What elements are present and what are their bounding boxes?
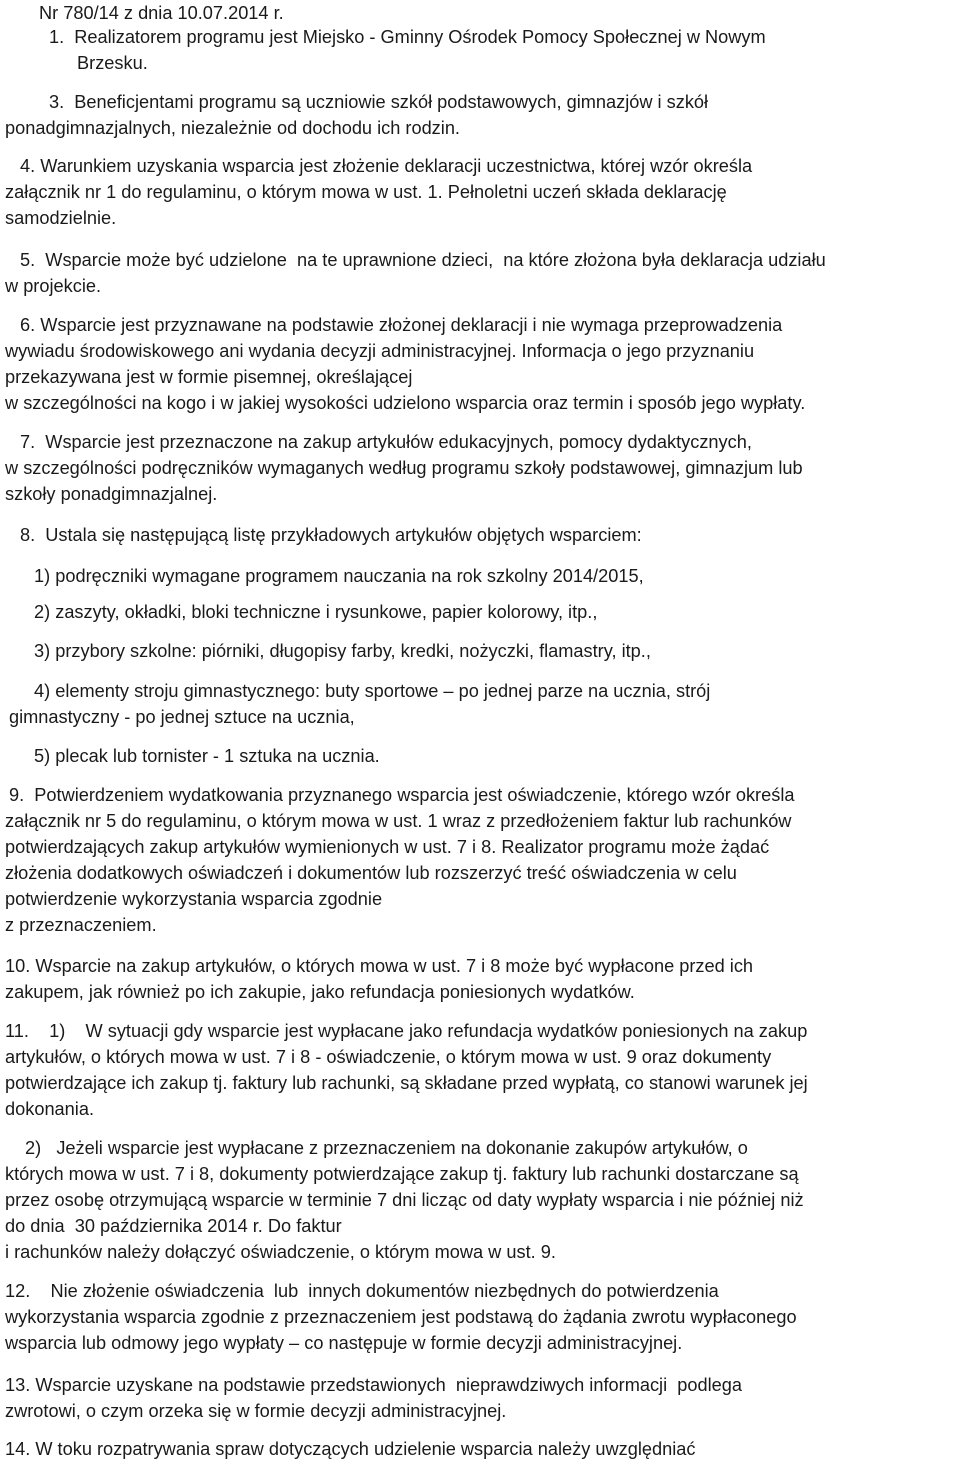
item-1-line-1: 1. Realizatorem programu jest Miejsko - Gminny Ośrodek Pomocy Społecznej w Nowym: [49, 27, 766, 47]
item-14-line-1: 14. W toku rozpatrywania spraw dotyczących udzielenie wsparcia należy uwzględniać: [5, 1439, 696, 1459]
item-5-line-1: 5. Wsparcie może być udzielone na te uprawnione dzieci, na które złożona była deklaracja udziału: [20, 250, 826, 270]
item-7-line-3: szkoły ponadgimnazjalnej.: [5, 484, 218, 504]
item-13-line-1: 13. Wsparcie uzyskane na podstawie przedstawionych nieprawdziwych informacji podlega: [5, 1375, 742, 1395]
list-item-4-line-1: 4) elementy stroju gimnastycznego: buty sportowe – po jednej parze na ucznia, strój: [34, 681, 711, 701]
item-4-line-1: 4. Warunkiem uzyskania wsparcia jest złożenie deklaracji uczestnictwa, której wzór określa: [20, 156, 753, 176]
list-item-5: 5) plecak lub tornister - 1 sztuka na ucznia.: [34, 746, 380, 766]
item-7-line-2: w szczególności podręczników wymaganych według programu szkoły podstawowej, gimnazjum lub: [5, 458, 803, 478]
item-9-line-2: załącznik nr 5 do regulaminu, o którym mowa w ust. 1 wraz z przedłożeniem faktur lub rachunków: [5, 811, 792, 831]
item-13-line-2: zwrotowi, o czym orzeka się w formie decyzji administracyjnej.: [5, 1401, 507, 1421]
item-3-line-2: ponadgimnazjalnych, niezależnie od dochodu ich rodzin.: [5, 118, 460, 138]
item-6-line-2: wywiadu środowiskowego ani wydania decyzji administracyjnej. Informacja o jego przyznaniu: [5, 341, 755, 361]
item-7-line-1: 7. Wsparcie jest przeznaczone na zakup artykułów edukacyjnych, pomocy dydaktycznych,: [20, 432, 752, 452]
item-12-line-2: wykorzystania wsparcia zgodnie z przeznaczeniem jest podstawą do żądania zwrotu wypłaconego: [5, 1307, 797, 1327]
item-11-2-line-2: których mowa w ust. 7 i 8, dokumenty potwierdzające zakup tj. faktury lub rachunki dostarczane są: [5, 1164, 799, 1184]
list-item-3: 3) przybory szkolne: piórniki, długopisy farby, kredki, nożyczki, flamastry, itp.,: [34, 641, 651, 661]
item-9-line-3: potwierdzających zakup artykułów wymienionych w ust. 7 i 8. Realizator programu może żądać: [5, 837, 770, 857]
item-10-line-1: 10. Wsparcie na zakup artykułów, o których mowa w ust. 7 i 8 może być wypłacone przed ich: [5, 956, 754, 976]
item-3-line-1: 3. Beneficjentami programu są uczniowie szkół podstawowych, gimnazjów i szkół: [49, 92, 709, 112]
item-9-line-5: potwierdzenie wykorzystania wsparcia zgodnie: [5, 889, 383, 909]
item-11-2-line-5: i rachunków należy dołączyć oświadczenie, o którym mowa w ust. 9.: [5, 1242, 556, 1262]
item-11-1-line-1: 11. 1) W sytuacji gdy wsparcie jest wypłacane jako refundacja wydatków poniesionych na zakup: [5, 1021, 808, 1041]
item-10-line-2: zakupem, jak również po ich zakupie, jako refundacja poniesionych wydatków.: [5, 982, 635, 1002]
item-4-line-3: samodzielnie.: [5, 208, 117, 228]
item-12-line-3: wsparcia lub odmowy jego wypłaty – co następuje w formie decyzji administracyjnej.: [5, 1333, 683, 1353]
document-header: Nr 780/14 z dnia 10.07.2014 r.: [39, 3, 284, 23]
item-11-2-line-4: do dnia 30 października 2014 r. Do faktur: [5, 1216, 342, 1236]
item-6-line-1: 6. Wsparcie jest przyznawane na podstawie złożonej deklaracji i nie wymaga przeprowadzenia: [20, 315, 783, 335]
item-9-line-6: z przeznaczeniem.: [5, 915, 157, 935]
item-11-1-line-4: dokonania.: [5, 1099, 94, 1119]
item-11-1-line-2: artykułów, o których mowa w ust. 7 i 8 - oświadczenie, o którym mowa w ust. 9 oraz dokumenty: [5, 1047, 772, 1067]
item-1-line-2: Brzesku.: [77, 53, 148, 73]
item-9-line-4: złożenia dodatkowych oświadczeń i dokumentów lub rozszerzyć treść oświadczenia w celu: [5, 863, 737, 883]
item-8-line-1: 8. Ustala się następującą listę przykładowych artykułów objętych wsparciem:: [20, 525, 642, 545]
list-item-4-line-2: gimnastyczny - po jednej sztuce na ucznia,: [9, 707, 355, 727]
item-5-line-2: w projekcie.: [5, 276, 102, 296]
item-11-1-line-3: potwierdzające ich zakup tj. faktury lub rachunki, są składane przed wypłatą, co stanowi warunek jej: [5, 1073, 808, 1093]
item-11-2-line-3: przez osobę otrzymującą wsparcie w terminie 7 dni licząc od daty wypłaty wsparcia i nie później niż: [5, 1190, 804, 1210]
list-item-2: 2) zaszyty, okładki, bloki techniczne i rysunkowe, papier kolorowy, itp.,: [34, 602, 598, 622]
item-4-line-2: załącznik nr 1 do regulaminu, o którym mowa w ust. 1. Pełnoletni uczeń składa deklarację: [5, 182, 727, 202]
item-6-line-3: przekazywana jest w formie pisemnej, określającej: [5, 367, 413, 387]
list-item-1: 1) podręczniki wymagane programem nauczania na rok szkolny 2014/2015,: [34, 566, 644, 586]
item-11-2-line-1: 2) Jeżeli wsparcie jest wypłacane z przeznaczeniem na dokonanie zakupów artykułów, o: [25, 1138, 748, 1158]
item-9-line-1: 9. Potwierdzeniem wydatkowania przyznanego wsparcia jest oświadczenie, którego wzór określa: [9, 785, 795, 805]
item-12-line-1: 12. Nie złożenie oświadczenia lub innych dokumentów niezbędnych do potwierdzenia: [5, 1281, 719, 1301]
item-6-line-4: w szczególności na kogo i w jakiej wysokości udzielono wsparcia oraz termin i sposób jego wypłaty.: [5, 393, 806, 413]
